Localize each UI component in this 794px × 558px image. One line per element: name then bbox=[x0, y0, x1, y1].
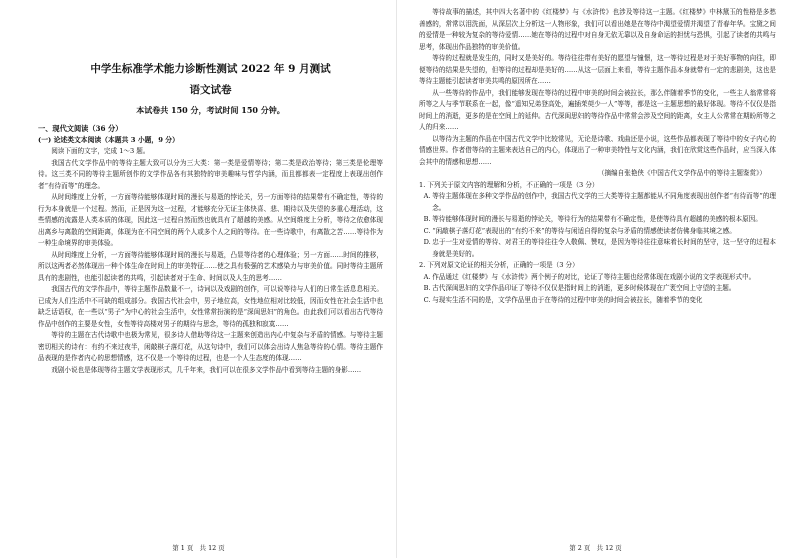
reading-instruction: 阅读下面的文字，完成 1～3 题。 bbox=[51, 147, 150, 155]
question-1-option-c bbox=[419, 226, 776, 238]
option-text: 忠于一生对爱情的等待、对君王的等待往往令人敬佩、赞叹，是因为等待往往意味着长时间的坚守，这一坚守的过程本身就是美好的。 bbox=[432, 238, 776, 258]
option-text: 古代深闺思妇的文学作品印证了等待不仅仅是指时间上的消逝，更多时候体现在广袤空间上守望的主题。 bbox=[432, 284, 736, 292]
exam-notice: 本试卷共 150 分，考试时间 150 分钟。 bbox=[136, 105, 285, 115]
option-text: 与现实生活不同的是，文学作品里由于在等待的过程中审美的时间会被拉长，随着季节的变化 bbox=[432, 295, 703, 304]
passage-paragraph: 等待的过程就是发生的，同时又是美好的。等待往往带有美好的愿望与憧憬，这一等待过程是对于美好事物的向往，即便等待的结果是失望的，但等待的过程却是美好的……从这一层面上来看，等待主题作品本身就带有一定的悲剧美，这也是等待主题能引起读者审美共鸣的原因所在…… bbox=[419, 54, 776, 85]
question-2-option-a bbox=[419, 272, 776, 284]
option-text: “闲敲棋子落灯花”表现出的“有约不来”的等待与闲适自得的复杂与矛盾的情感使读者仿佛身临其境之感。 bbox=[432, 226, 736, 235]
left-text-column bbox=[38, 62, 383, 376]
question-2-stem: 2. 下列对原文论证的相关分析，正确的一项是（3 分） bbox=[419, 261, 579, 269]
option-label: A. bbox=[423, 192, 431, 200]
question-2-option-b bbox=[419, 283, 776, 295]
option-text: 等待能够体现时间的漫长与易逝的悖论关，等待行为的结果带有不确定性，是使等待具有超越的美感的根本原因。 bbox=[432, 215, 762, 223]
right-text-column bbox=[419, 7, 776, 306]
passage-paragraph: 从一些等待的作品中，我们能够发现在等待的过程中审美的时间会被拉长，那么伴随着季节的变化，一些主人翁常常将所等之人与季节联系在一起，像“遥知兄弟登高处，遍插茱萸少一人”等等，都是这一主题思想的最好体现。等待不仅仅是指时间上的消逝，更多的是在空间上的延伸。古代深闺思妇的等待作品中常常会涉及空间的距离，女主人公常常在期盼所等之人的归来…… bbox=[419, 88, 776, 131]
option-label: B. bbox=[423, 215, 431, 223]
page-footer: 第 2 页 共 12 页 bbox=[569, 544, 622, 552]
subject-title: 语文试卷 bbox=[189, 84, 232, 96]
passage-paragraph: 以等待为主题的作品在中国古代文学中比较常见，无论是诗歌、戏曲还是小说，这些作品都表现了等待中的女子内心的情感世界。作者借等待的主题来表达自己的内心，体现出了一种审美特性与文化内涵，我们在欣赏这些作品时，应当深入体会其中的情感和思想…… bbox=[419, 134, 776, 166]
passage-paragraph: 从时间维度上分析，一方面等待能够体现时间的漫长与易逝的悖论关，另一方面等待的结果带有不确定性，等待的行为本身就是一个过程。然而，正是因为这一过程，才能够充分无证主体快喜、悲、期待以及失望的多重心理活动，这些情感的流露是人类本质的体现，因此这一过程自然而然也就具有了超越的美感。从空间维度上分析，等待之依愈体现出离乡与离散的空间距离，体现为在不同空间的两个人或多个人之间的等待。在一些诗歌中，有离散之苦……等待作为一种生命境界的审美体验。 bbox=[38, 193, 383, 247]
subsection-heading: (一) 论述类文本阅读（本题共 3 小题，9 分） bbox=[38, 135, 179, 144]
option-label: D. bbox=[423, 238, 431, 246]
option-text: 等待主题体现在多种文学作品的创作中，我国古代文学的三大类等待主题都能从不同角度表现出创作者“有待而等”的理念。 bbox=[432, 192, 776, 212]
section-heading: 一、现代文阅读（36 分） bbox=[38, 124, 123, 133]
question-1-option-b bbox=[419, 214, 776, 226]
option-label: C. bbox=[423, 226, 431, 235]
option-label: A. bbox=[423, 272, 431, 281]
exam-title: 中学生标准学术能力诊断性测试 2022 年 9 月测试 bbox=[90, 63, 331, 75]
passage-paragraph: 我国古代文学作品中的等待主题大致可以分为三大类：第一类是爱情等待；第二类是政治等待；第三类是伦理等待。这三类不同的等待主题所创作的文学作品各有其独特的审美趣味与哲学内涵，而且都都表一定程度上表现出创作者“有待而等”的理念。 bbox=[38, 158, 383, 190]
exam-page-right bbox=[397, 0, 794, 558]
question-1-option-d bbox=[419, 237, 776, 260]
question-1-option-a bbox=[419, 191, 776, 214]
option-text: 作品通过《红楼梦》与《水浒传》两个例子的对比，论证了等待主题也经常体现在戏剧小说的文学表现形式中。 bbox=[432, 272, 756, 281]
passage-paragraph: 从时间维度上分析，一方面等待能够体现时间的漫长与易逝，凸显等待者的心理体验；另一方面……时间的推移，所以这两者必然体现出一种个体生命在时间上的审美特征……使之具有极强的艺术感染力与审美价值。同时等待主题所具有的悲剧性，也能引起读者的共鸣，引起读者对于生命、时间以及人生的思考…… bbox=[38, 250, 383, 282]
question-1-stem: 1. 下列关于原文内容的理解和分析，不正确的一项是（3 分） bbox=[419, 180, 599, 189]
passage-paragraph: 等待的主题在古代诗歌中也极为常见，很多诗人借助等待这一主题来创造出内心中复杂与矛盾的情感。与等待主题密切相关的诗有：有约不来过夜半，闲敲棋子落灯花，从这句诗中，我们可以体会出诗人焦急等待的心情。等待主题作品表现的是作者内心的思想情感，这不仅是一个等待的过程，也是一个人生态度的体现…… bbox=[38, 331, 383, 362]
question-2-option-c bbox=[419, 295, 776, 307]
option-label: C. bbox=[423, 295, 431, 304]
option-label: B. bbox=[423, 284, 431, 292]
passage-source: （摘编自张艳侠《中国古代文学作品中的等待主题鉴赏》） bbox=[597, 169, 766, 177]
passage-paragraph: 我国古代的文学作品中，等待主题作品数量不一，诗词以及戏剧的创作，可以说等待与人们的日常生活息息相关。已成为人们生活中不可缺的组成部分。我国古代社会中，男子地位高，女性地位相对比较低，因而女性在社会生活中也缺乏话语权，在一些以“男子”为中心的社会生活中，女性常常扮演的是“深闺思妇”的角色。由此我们可以看出古代等待作品中创作的主要是女性，女性等待高楼对男子的期待与思念，等待的孤独和寂寞…… bbox=[38, 285, 383, 328]
passage-paragraph: 戏剧小说也是体现等待主题文学表现形式，几千年来，我们可以在很多文学作品中看到等待主题的身影…… bbox=[51, 365, 362, 374]
passage-paragraph: 等待故事的描述，其中四大名著中的《红楼梦》与《水浒传》也涉及等待这一主题。《红楼梦》中林黛玉的性格是多愁善感的，常常以泪洗面，从深层次上分析这一人物形象，我们可以看出她是在等待中渴望爱情并渴望了青春年华。宝黛之间的爱情是一种较为复杂的等待爱情……她在等待的过程中对自身无依无靠以及自身命运的担忧与恐惧，引起了读者的共鸣与思考，体现出作品独特的审美价值。 bbox=[419, 8, 776, 51]
page-footer: 第 1 页 共 12 页 bbox=[172, 544, 225, 552]
